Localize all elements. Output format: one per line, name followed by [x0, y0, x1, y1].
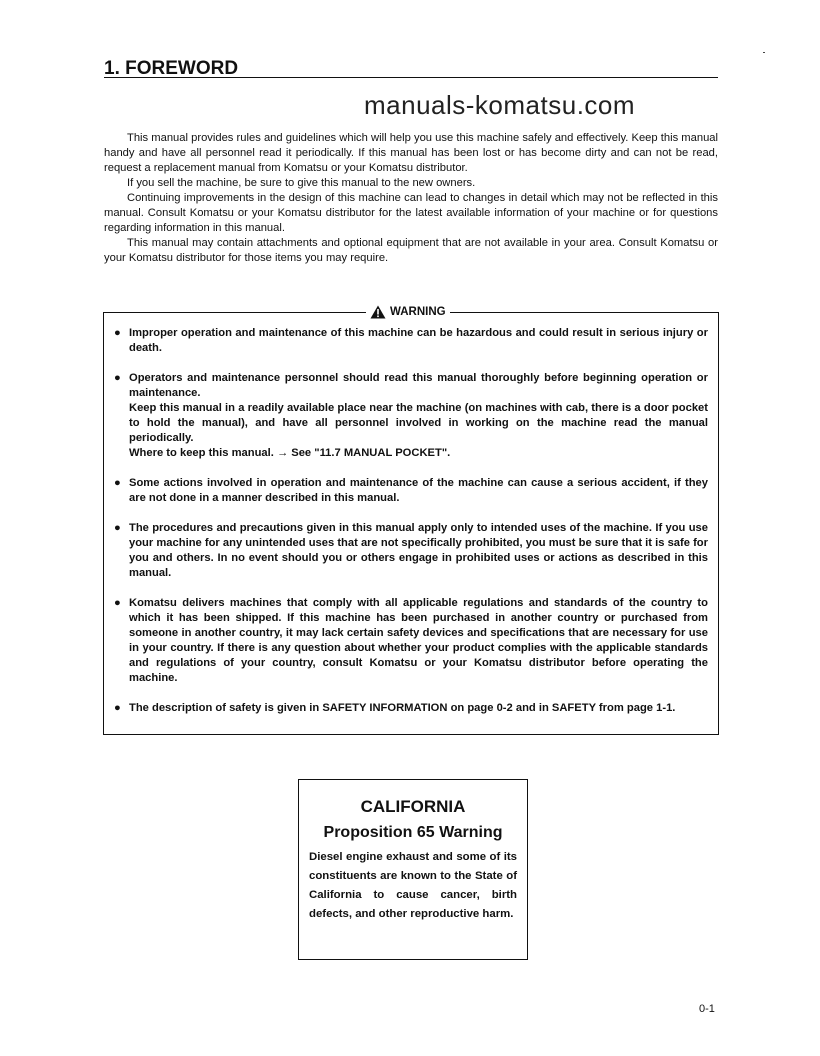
warning-item [112, 596, 708, 686]
warning-item [112, 371, 708, 461]
warning-heading-text: WARNING [390, 306, 446, 318]
bullet-icon: ● [114, 372, 121, 384]
page-title-text: 1. FOREWORD [104, 58, 246, 79]
bullet-icon: ● [114, 477, 121, 489]
warning-list [112, 326, 708, 731]
warning-item [112, 521, 708, 581]
foreword-paragraph: This manual may contain attachments and optional equipment that are not available in your area. Consult Komatsu or your Komatsu distributor for those items you may require. [104, 237, 718, 264]
page-number: 0-1 [699, 1003, 715, 1015]
prop65-body: Diesel engine exhaust and some of its constituents are known to the State of California to cause cancer, birth defects, and other reproductive harm. [309, 851, 517, 920]
foreword-paragraph: If you sell the machine, be sure to give this manual to the new owners. [127, 177, 476, 189]
bullet-icon: ● [114, 327, 121, 339]
warning-item [112, 326, 708, 356]
prop65-subtitle: Proposition 65 Warning [323, 824, 503, 841]
warning-item-text: Some actions involved in operation and maintenance of the machine can cause a serious accident, if they are not done in a manner described in this manual. [129, 477, 708, 504]
warning-heading [366, 305, 450, 319]
warning-item-text: Komatsu delivers machines that comply with all applicable regulations and standards of the country to which it has been shipped. If this machine has been purchased in another country or purchased from someone in another country, it may lack certain safety devices and specifications that are necessary for use in your country. If there is any question about whether your product complies with the applicable standards and regulations of your country, consult Komatsu or your Komatsu distributor before operating the machine. [129, 597, 708, 684]
scan-speck [763, 52, 765, 53]
warning-item [112, 701, 708, 716]
title-underline [104, 77, 718, 78]
bullet-icon: ● [114, 702, 121, 714]
watermark: manuals-komatsu.com [364, 90, 636, 120]
bullet-icon: ● [114, 522, 121, 534]
warning-item-text: Where to keep this manual. → See "11.7 MANUAL POCKET". [129, 447, 451, 459]
california-title: CALIFORNIA [360, 797, 466, 816]
warning-item-text: Improper operation and maintenance of this machine can be hazardous and could result in serious injury or death. [129, 327, 708, 354]
foreword-paragraph: Continuing improvements in the design of this machine can lead to changes in detail which may not be reflected in this manual. Consult Komatsu or your Komatsu distributor for the latest available information of your machine or for questions regarding information in this manual. [104, 192, 718, 234]
warning-item-text: The procedures and precautions given in this manual apply only to intended uses of the machine. If you use your machine for any unintended uses that are not specifically prohibited, you must be sure that it is safe for you and others. In no event should you or others engage in prohibited uses or actions as described in this manual. [129, 522, 708, 579]
warning-item-text: Operators and maintenance personnel should read this manual thoroughly before beginning operation or maintenance. [129, 372, 708, 399]
foreword-text [104, 131, 718, 266]
california-prop65-box [298, 779, 528, 960]
warning-triangle-icon [370, 305, 386, 319]
bullet-icon: ● [114, 597, 121, 609]
warning-item-text: Keep this manual in a readily available place near the machine (on machines with cab, there is a door pocket to hold the manual), and have all personnel involved in working on the machine read the manual periodically. [129, 402, 708, 444]
warning-item-text: The description of safety is given in SAFETY INFORMATION on page 0-2 and in SAFETY from page 1-1. [129, 702, 676, 714]
warning-item [112, 476, 708, 506]
foreword-paragraph: This manual provides rules and guidelines which will help you use this machine safely and effectively. Keep this manual handy and have all personnel read it periodically. If this manual has been lost or has become dirty and can not be read, request a replacement manual from Komatsu or your Komatsu distributor. [104, 132, 718, 174]
